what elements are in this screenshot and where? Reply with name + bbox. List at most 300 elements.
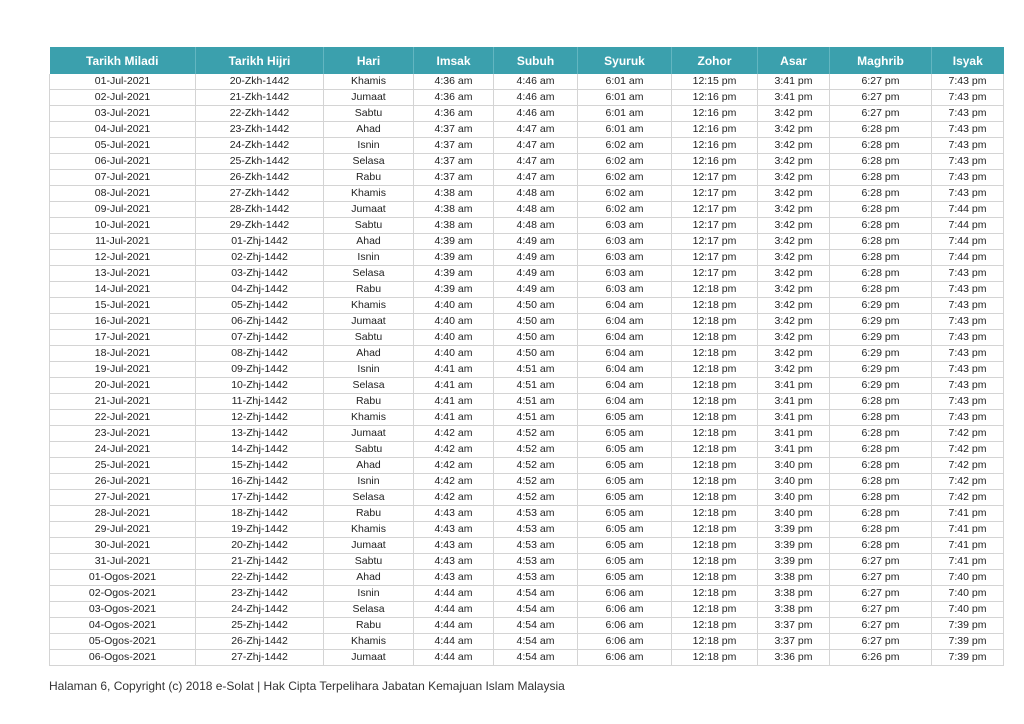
- cell-asar: 3:42 pm: [758, 154, 830, 170]
- cell-maghrib: 6:28 pm: [830, 474, 932, 490]
- cell-hari: Ahad: [324, 570, 414, 586]
- cell-imsak: 4:42 am: [414, 474, 494, 490]
- table-row: [50, 394, 1004, 410]
- cell-asar: 3:42 pm: [758, 234, 830, 250]
- cell-isyak: 7:39 pm: [932, 634, 1004, 650]
- cell-isyak: 7:43 pm: [932, 314, 1004, 330]
- cell-subuh: 4:47 am: [494, 138, 578, 154]
- cell-zohor: 12:17 pm: [672, 202, 758, 218]
- cell-imsak: 4:39 am: [414, 250, 494, 266]
- cell-imsak: 4:43 am: [414, 538, 494, 554]
- col-header-isyak: Isyak: [932, 47, 1004, 74]
- cell-tarikh-hijri: 23-Zkh-1442: [196, 122, 324, 138]
- cell-imsak: 4:42 am: [414, 426, 494, 442]
- cell-syuruk: 6:05 am: [578, 538, 672, 554]
- cell-isyak: 7:43 pm: [932, 330, 1004, 346]
- header-row: [50, 47, 1004, 74]
- cell-zohor: 12:15 pm: [672, 74, 758, 90]
- cell-imsak: 4:40 am: [414, 330, 494, 346]
- cell-tarikh-miladi: 22-Jul-2021: [50, 410, 196, 426]
- prayer-times-sheet: [49, 47, 987, 666]
- cell-zohor: 12:18 pm: [672, 490, 758, 506]
- table-row: [50, 426, 1004, 442]
- cell-maghrib: 6:28 pm: [830, 170, 932, 186]
- cell-subuh: 4:46 am: [494, 106, 578, 122]
- cell-maghrib: 6:27 pm: [830, 586, 932, 602]
- cell-asar: 3:42 pm: [758, 314, 830, 330]
- cell-syuruk: 6:01 am: [578, 90, 672, 106]
- cell-maghrib: 6:28 pm: [830, 538, 932, 554]
- table-row: [50, 474, 1004, 490]
- cell-subuh: 4:54 am: [494, 602, 578, 618]
- cell-maghrib: 6:28 pm: [830, 266, 932, 282]
- cell-asar: 3:37 pm: [758, 634, 830, 650]
- cell-tarikh-hijri: 11-Zhj-1442: [196, 394, 324, 410]
- cell-subuh: 4:47 am: [494, 154, 578, 170]
- cell-hari: Ahad: [324, 346, 414, 362]
- cell-tarikh-miladi: 26-Jul-2021: [50, 474, 196, 490]
- cell-zohor: 12:18 pm: [672, 538, 758, 554]
- cell-tarikh-miladi: 06-Ogos-2021: [50, 650, 196, 666]
- cell-tarikh-miladi: 27-Jul-2021: [50, 490, 196, 506]
- cell-tarikh-miladi: 23-Jul-2021: [50, 426, 196, 442]
- cell-tarikh-hijri: 27-Zkh-1442: [196, 186, 324, 202]
- cell-isyak: 7:43 pm: [932, 138, 1004, 154]
- cell-imsak: 4:40 am: [414, 314, 494, 330]
- cell-hari: Sabtu: [324, 442, 414, 458]
- col-header-subuh: Subuh: [494, 47, 578, 74]
- cell-syuruk: 6:03 am: [578, 234, 672, 250]
- cell-hari: Sabtu: [324, 554, 414, 570]
- cell-isyak: 7:43 pm: [932, 266, 1004, 282]
- cell-zohor: 12:18 pm: [672, 634, 758, 650]
- table-row: [50, 554, 1004, 570]
- col-header-syuruk: Syuruk: [578, 47, 672, 74]
- cell-isyak: 7:43 pm: [932, 74, 1004, 90]
- cell-tarikh-hijri: 01-Zhj-1442: [196, 234, 324, 250]
- cell-asar: 3:36 pm: [758, 650, 830, 666]
- cell-zohor: 12:18 pm: [672, 650, 758, 666]
- cell-isyak: 7:42 pm: [932, 426, 1004, 442]
- table-row: [50, 538, 1004, 554]
- cell-subuh: 4:54 am: [494, 650, 578, 666]
- cell-tarikh-miladi: 18-Jul-2021: [50, 346, 196, 362]
- cell-isyak: 7:40 pm: [932, 586, 1004, 602]
- cell-zohor: 12:18 pm: [672, 586, 758, 602]
- cell-imsak: 4:37 am: [414, 170, 494, 186]
- cell-zohor: 12:16 pm: [672, 138, 758, 154]
- cell-hari: Isnin: [324, 586, 414, 602]
- cell-hari: Rabu: [324, 170, 414, 186]
- cell-zohor: 12:18 pm: [672, 330, 758, 346]
- cell-imsak: 4:42 am: [414, 458, 494, 474]
- cell-isyak: 7:41 pm: [932, 554, 1004, 570]
- cell-hari: Rabu: [324, 618, 414, 634]
- cell-maghrib: 6:27 pm: [830, 90, 932, 106]
- cell-tarikh-miladi: 21-Jul-2021: [50, 394, 196, 410]
- cell-subuh: 4:49 am: [494, 282, 578, 298]
- cell-tarikh-hijri: 24-Zkh-1442: [196, 138, 324, 154]
- cell-imsak: 4:41 am: [414, 394, 494, 410]
- table-row: [50, 634, 1004, 650]
- cell-asar: 3:42 pm: [758, 218, 830, 234]
- cell-tarikh-miladi: 09-Jul-2021: [50, 202, 196, 218]
- cell-imsak: 4:44 am: [414, 634, 494, 650]
- cell-tarikh-miladi: 04-Jul-2021: [50, 122, 196, 138]
- cell-isyak: 7:43 pm: [932, 170, 1004, 186]
- cell-zohor: 12:17 pm: [672, 170, 758, 186]
- cell-syuruk: 6:01 am: [578, 106, 672, 122]
- table-row: [50, 458, 1004, 474]
- cell-tarikh-miladi: 11-Jul-2021: [50, 234, 196, 250]
- cell-subuh: 4:50 am: [494, 298, 578, 314]
- cell-subuh: 4:52 am: [494, 426, 578, 442]
- cell-maghrib: 6:27 pm: [830, 106, 932, 122]
- cell-hari: Sabtu: [324, 106, 414, 122]
- table-row: [50, 282, 1004, 298]
- cell-subuh: 4:51 am: [494, 394, 578, 410]
- cell-maghrib: 6:28 pm: [830, 458, 932, 474]
- cell-syuruk: 6:04 am: [578, 362, 672, 378]
- cell-subuh: 4:50 am: [494, 330, 578, 346]
- cell-hari: Selasa: [324, 602, 414, 618]
- cell-imsak: 4:42 am: [414, 490, 494, 506]
- cell-tarikh-miladi: 01-Ogos-2021: [50, 570, 196, 586]
- cell-subuh: 4:49 am: [494, 266, 578, 282]
- cell-imsak: 4:42 am: [414, 442, 494, 458]
- cell-tarikh-miladi: 02-Jul-2021: [50, 90, 196, 106]
- cell-tarikh-hijri: 07-Zhj-1442: [196, 330, 324, 346]
- cell-asar: 3:38 pm: [758, 586, 830, 602]
- cell-tarikh-hijri: 26-Zhj-1442: [196, 634, 324, 650]
- cell-imsak: 4:37 am: [414, 138, 494, 154]
- cell-zohor: 12:18 pm: [672, 346, 758, 362]
- cell-asar: 3:39 pm: [758, 554, 830, 570]
- cell-tarikh-hijri: 04-Zhj-1442: [196, 282, 324, 298]
- cell-imsak: 4:39 am: [414, 234, 494, 250]
- cell-isyak: 7:44 pm: [932, 218, 1004, 234]
- cell-syuruk: 6:04 am: [578, 298, 672, 314]
- cell-subuh: 4:48 am: [494, 218, 578, 234]
- cell-hari: Khamis: [324, 186, 414, 202]
- cell-zohor: 12:18 pm: [672, 522, 758, 538]
- cell-imsak: 4:41 am: [414, 362, 494, 378]
- cell-subuh: 4:47 am: [494, 170, 578, 186]
- table-row: [50, 170, 1004, 186]
- cell-asar: 3:42 pm: [758, 330, 830, 346]
- cell-subuh: 4:51 am: [494, 362, 578, 378]
- cell-isyak: 7:39 pm: [932, 650, 1004, 666]
- cell-subuh: 4:50 am: [494, 346, 578, 362]
- cell-hari: Khamis: [324, 522, 414, 538]
- col-header-zohor: Zohor: [672, 47, 758, 74]
- cell-zohor: 12:18 pm: [672, 554, 758, 570]
- cell-syuruk: 6:06 am: [578, 650, 672, 666]
- cell-asar: 3:38 pm: [758, 602, 830, 618]
- cell-hari: Selasa: [324, 490, 414, 506]
- cell-zohor: 12:18 pm: [672, 570, 758, 586]
- cell-asar: 3:41 pm: [758, 394, 830, 410]
- cell-imsak: 4:43 am: [414, 522, 494, 538]
- table-row: [50, 154, 1004, 170]
- cell-syuruk: 6:06 am: [578, 586, 672, 602]
- cell-tarikh-miladi: 03-Jul-2021: [50, 106, 196, 122]
- cell-tarikh-miladi: 16-Jul-2021: [50, 314, 196, 330]
- cell-tarikh-miladi: 15-Jul-2021: [50, 298, 196, 314]
- cell-asar: 3:37 pm: [758, 618, 830, 634]
- cell-tarikh-miladi: 01-Jul-2021: [50, 74, 196, 90]
- col-header-maghrib: Maghrib: [830, 47, 932, 74]
- cell-maghrib: 6:27 pm: [830, 74, 932, 90]
- cell-isyak: 7:42 pm: [932, 458, 1004, 474]
- cell-subuh: 4:54 am: [494, 634, 578, 650]
- cell-maghrib: 6:29 pm: [830, 330, 932, 346]
- cell-tarikh-miladi: 25-Jul-2021: [50, 458, 196, 474]
- cell-zohor: 12:17 pm: [672, 266, 758, 282]
- cell-syuruk: 6:05 am: [578, 442, 672, 458]
- cell-maghrib: 6:28 pm: [830, 506, 932, 522]
- table-row: [50, 122, 1004, 138]
- cell-zohor: 12:18 pm: [672, 506, 758, 522]
- cell-maghrib: 6:28 pm: [830, 410, 932, 426]
- cell-subuh: 4:54 am: [494, 618, 578, 634]
- cell-asar: 3:41 pm: [758, 378, 830, 394]
- cell-syuruk: 6:04 am: [578, 330, 672, 346]
- cell-tarikh-hijri: 06-Zhj-1442: [196, 314, 324, 330]
- cell-subuh: 4:53 am: [494, 554, 578, 570]
- cell-tarikh-miladi: 05-Jul-2021: [50, 138, 196, 154]
- cell-maghrib: 6:28 pm: [830, 250, 932, 266]
- cell-syuruk: 6:05 am: [578, 522, 672, 538]
- cell-syuruk: 6:03 am: [578, 266, 672, 282]
- cell-zohor: 12:16 pm: [672, 90, 758, 106]
- table-row: [50, 346, 1004, 362]
- cell-tarikh-miladi: 31-Jul-2021: [50, 554, 196, 570]
- cell-hari: Jumaat: [324, 202, 414, 218]
- cell-hari: Khamis: [324, 74, 414, 90]
- cell-subuh: 4:49 am: [494, 234, 578, 250]
- cell-imsak: 4:41 am: [414, 378, 494, 394]
- cell-subuh: 4:53 am: [494, 570, 578, 586]
- cell-isyak: 7:43 pm: [932, 154, 1004, 170]
- cell-maghrib: 6:28 pm: [830, 186, 932, 202]
- cell-asar: 3:42 pm: [758, 282, 830, 298]
- table-row: [50, 106, 1004, 122]
- table-row: [50, 522, 1004, 538]
- cell-isyak: 7:43 pm: [932, 362, 1004, 378]
- cell-imsak: 4:36 am: [414, 106, 494, 122]
- cell-zohor: 12:18 pm: [672, 314, 758, 330]
- cell-hari: Khamis: [324, 298, 414, 314]
- cell-tarikh-hijri: 24-Zhj-1442: [196, 602, 324, 618]
- cell-tarikh-hijri: 16-Zhj-1442: [196, 474, 324, 490]
- cell-maghrib: 6:28 pm: [830, 122, 932, 138]
- cell-isyak: 7:41 pm: [932, 506, 1004, 522]
- cell-isyak: 7:43 pm: [932, 346, 1004, 362]
- cell-tarikh-hijri: 02-Zhj-1442: [196, 250, 324, 266]
- table-row: [50, 618, 1004, 634]
- cell-asar: 3:40 pm: [758, 506, 830, 522]
- cell-isyak: 7:39 pm: [932, 618, 1004, 634]
- cell-syuruk: 6:05 am: [578, 554, 672, 570]
- cell-hari: Jumaat: [324, 426, 414, 442]
- table-row: [50, 138, 1004, 154]
- cell-imsak: 4:43 am: [414, 570, 494, 586]
- cell-zohor: 12:18 pm: [672, 410, 758, 426]
- cell-tarikh-hijri: 21-Zhj-1442: [196, 554, 324, 570]
- cell-imsak: 4:40 am: [414, 298, 494, 314]
- cell-asar: 3:41 pm: [758, 74, 830, 90]
- cell-syuruk: 6:04 am: [578, 394, 672, 410]
- table-row: [50, 410, 1004, 426]
- cell-imsak: 4:44 am: [414, 586, 494, 602]
- cell-hari: Jumaat: [324, 90, 414, 106]
- cell-zohor: 12:17 pm: [672, 234, 758, 250]
- cell-zohor: 12:16 pm: [672, 122, 758, 138]
- cell-subuh: 4:46 am: [494, 74, 578, 90]
- table-row: [50, 234, 1004, 250]
- cell-isyak: 7:43 pm: [932, 298, 1004, 314]
- cell-syuruk: 6:06 am: [578, 602, 672, 618]
- cell-hari: Isnin: [324, 138, 414, 154]
- cell-zohor: 12:17 pm: [672, 250, 758, 266]
- cell-subuh: 4:51 am: [494, 378, 578, 394]
- cell-hari: Selasa: [324, 154, 414, 170]
- cell-tarikh-hijri: 23-Zhj-1442: [196, 586, 324, 602]
- cell-tarikh-miladi: 28-Jul-2021: [50, 506, 196, 522]
- cell-zohor: 12:16 pm: [672, 154, 758, 170]
- cell-syuruk: 6:06 am: [578, 634, 672, 650]
- cell-isyak: 7:43 pm: [932, 122, 1004, 138]
- cell-syuruk: 6:03 am: [578, 282, 672, 298]
- cell-asar: 3:39 pm: [758, 538, 830, 554]
- cell-hari: Jumaat: [324, 650, 414, 666]
- cell-maghrib: 6:28 pm: [830, 218, 932, 234]
- cell-zohor: 12:17 pm: [672, 186, 758, 202]
- cell-zohor: 12:18 pm: [672, 602, 758, 618]
- prayer-times-table: [49, 47, 1004, 666]
- cell-maghrib: 6:28 pm: [830, 138, 932, 154]
- cell-syuruk: 6:05 am: [578, 490, 672, 506]
- table-row: [50, 602, 1004, 618]
- table-row: [50, 298, 1004, 314]
- cell-maghrib: 6:28 pm: [830, 282, 932, 298]
- cell-hari: Sabtu: [324, 330, 414, 346]
- cell-syuruk: 6:02 am: [578, 154, 672, 170]
- col-header-asar: Asar: [758, 47, 830, 74]
- cell-asar: 3:41 pm: [758, 442, 830, 458]
- cell-zohor: 12:16 pm: [672, 106, 758, 122]
- cell-zohor: 12:18 pm: [672, 282, 758, 298]
- cell-tarikh-hijri: 20-Zhj-1442: [196, 538, 324, 554]
- cell-isyak: 7:43 pm: [932, 186, 1004, 202]
- cell-zohor: 12:18 pm: [672, 474, 758, 490]
- cell-tarikh-miladi: 03-Ogos-2021: [50, 602, 196, 618]
- cell-tarikh-hijri: 27-Zhj-1442: [196, 650, 324, 666]
- cell-maghrib: 6:27 pm: [830, 602, 932, 618]
- cell-syuruk: 6:02 am: [578, 170, 672, 186]
- cell-imsak: 4:41 am: [414, 410, 494, 426]
- table-row: [50, 314, 1004, 330]
- cell-tarikh-hijri: 20-Zkh-1442: [196, 74, 324, 90]
- cell-isyak: 7:44 pm: [932, 234, 1004, 250]
- cell-syuruk: 6:05 am: [578, 410, 672, 426]
- cell-subuh: 4:52 am: [494, 458, 578, 474]
- cell-subuh: 4:54 am: [494, 586, 578, 602]
- cell-hari: Ahad: [324, 234, 414, 250]
- cell-imsak: 4:43 am: [414, 554, 494, 570]
- cell-syuruk: 6:06 am: [578, 618, 672, 634]
- cell-asar: 3:42 pm: [758, 362, 830, 378]
- cell-isyak: 7:42 pm: [932, 474, 1004, 490]
- table-row: [50, 186, 1004, 202]
- cell-maghrib: 6:28 pm: [830, 154, 932, 170]
- cell-tarikh-hijri: 19-Zhj-1442: [196, 522, 324, 538]
- cell-hari: Isnin: [324, 250, 414, 266]
- cell-imsak: 4:44 am: [414, 602, 494, 618]
- cell-maghrib: 6:26 pm: [830, 650, 932, 666]
- cell-hari: Ahad: [324, 458, 414, 474]
- cell-imsak: 4:40 am: [414, 346, 494, 362]
- cell-asar: 3:42 pm: [758, 138, 830, 154]
- table-row: [50, 650, 1004, 666]
- cell-isyak: 7:43 pm: [932, 410, 1004, 426]
- cell-tarikh-hijri: 29-Zkh-1442: [196, 218, 324, 234]
- cell-syuruk: 6:02 am: [578, 186, 672, 202]
- cell-isyak: 7:43 pm: [932, 394, 1004, 410]
- cell-syuruk: 6:03 am: [578, 250, 672, 266]
- cell-imsak: 4:38 am: [414, 186, 494, 202]
- cell-hari: Rabu: [324, 282, 414, 298]
- cell-isyak: 7:44 pm: [932, 202, 1004, 218]
- cell-tarikh-hijri: 18-Zhj-1442: [196, 506, 324, 522]
- cell-asar: 3:42 pm: [758, 298, 830, 314]
- cell-tarikh-hijri: 25-Zhj-1442: [196, 618, 324, 634]
- cell-imsak: 4:44 am: [414, 650, 494, 666]
- table-row: [50, 378, 1004, 394]
- cell-maghrib: 6:27 pm: [830, 618, 932, 634]
- cell-isyak: 7:42 pm: [932, 442, 1004, 458]
- cell-tarikh-hijri: 09-Zhj-1442: [196, 362, 324, 378]
- cell-tarikh-miladi: 19-Jul-2021: [50, 362, 196, 378]
- cell-subuh: 4:48 am: [494, 186, 578, 202]
- cell-tarikh-hijri: 08-Zhj-1442: [196, 346, 324, 362]
- cell-maghrib: 6:29 pm: [830, 298, 932, 314]
- cell-isyak: 7:43 pm: [932, 106, 1004, 122]
- cell-tarikh-miladi: 05-Ogos-2021: [50, 634, 196, 650]
- cell-hari: Jumaat: [324, 538, 414, 554]
- cell-tarikh-miladi: 29-Jul-2021: [50, 522, 196, 538]
- table-body: [50, 74, 1004, 666]
- cell-imsak: 4:39 am: [414, 282, 494, 298]
- cell-tarikh-miladi: 07-Jul-2021: [50, 170, 196, 186]
- cell-tarikh-hijri: 26-Zkh-1442: [196, 170, 324, 186]
- cell-tarikh-miladi: 20-Jul-2021: [50, 378, 196, 394]
- cell-asar: 3:39 pm: [758, 522, 830, 538]
- cell-asar: 3:42 pm: [758, 346, 830, 362]
- cell-hari: Rabu: [324, 394, 414, 410]
- cell-imsak: 4:38 am: [414, 218, 494, 234]
- table-row: [50, 330, 1004, 346]
- cell-asar: 3:42 pm: [758, 250, 830, 266]
- table-row: [50, 586, 1004, 602]
- cell-tarikh-hijri: 17-Zhj-1442: [196, 490, 324, 506]
- cell-asar: 3:42 pm: [758, 122, 830, 138]
- cell-syuruk: 6:03 am: [578, 218, 672, 234]
- cell-tarikh-hijri: 03-Zhj-1442: [196, 266, 324, 282]
- cell-tarikh-hijri: 22-Zkh-1442: [196, 106, 324, 122]
- table-row: [50, 90, 1004, 106]
